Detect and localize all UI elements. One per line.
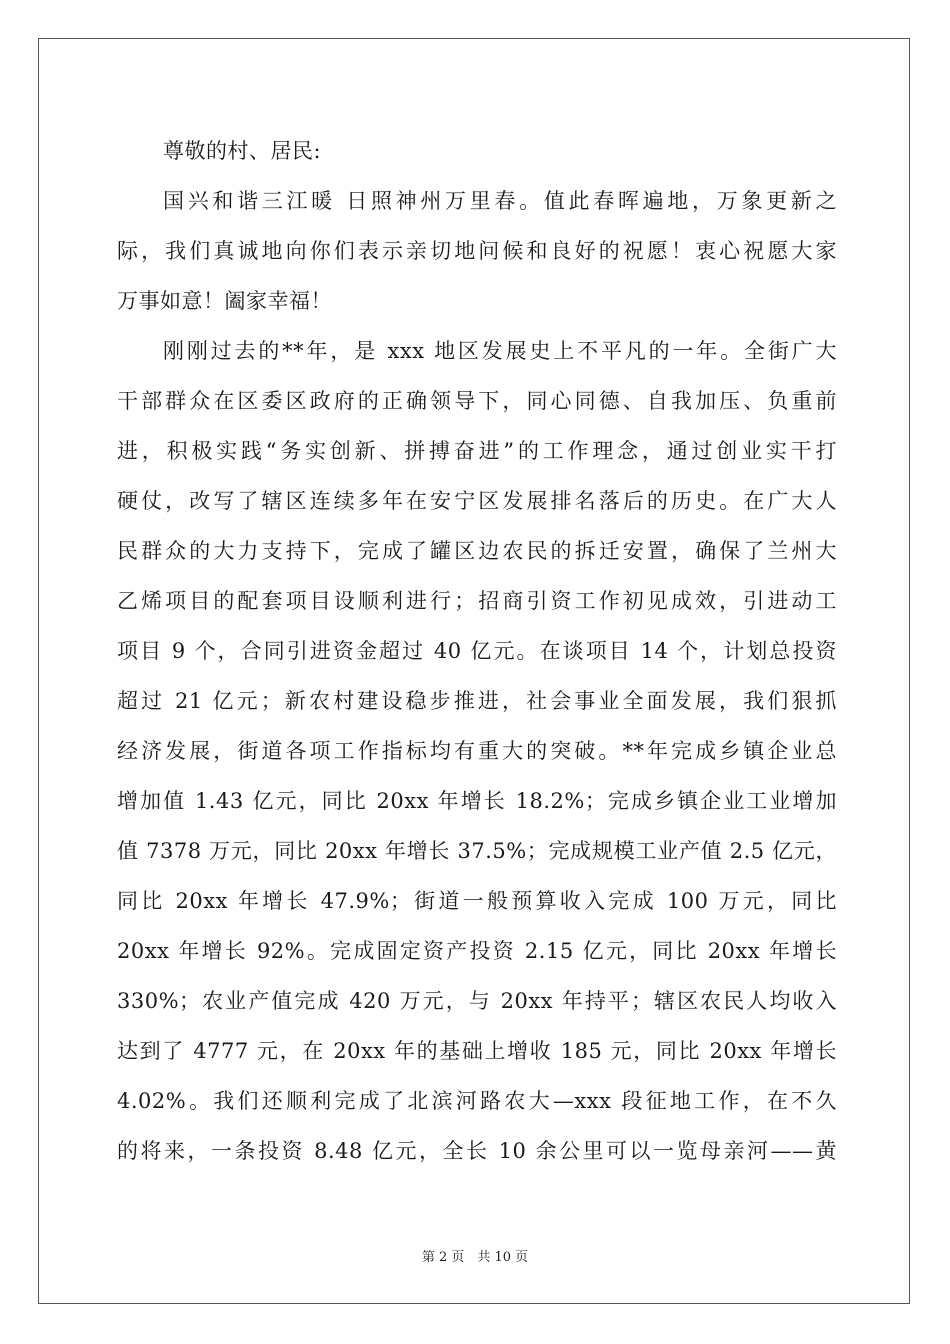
paragraph-line: 4.02%。我们还顺利完成了北滨河路农大—xxx 段征地工作，在不久 xyxy=(117,1089,837,1113)
paragraph-line: 进，积极实践“务实创新、拼搏奋进”的工作理念，通过创业实干打 xyxy=(117,439,837,463)
paragraph-line: 国兴和谐三江暖 日照神州万里春。值此春晖遍地，万象更新之 xyxy=(163,189,837,213)
paragraph-line: 值 7378 万元，同比 20xx 年增长 37.5%；完成规模工业产值 2.5 亿元， xyxy=(117,839,837,863)
paragraph-line: 经济发展，街道各项工作指标均有重大的突破。**年完成乡镇企业总 xyxy=(117,739,837,763)
letter-body xyxy=(117,126,837,1176)
paragraph-line: 刚刚过去的**年，是 xxx 地区发展史上不平凡的一年。全街广大 xyxy=(163,339,837,363)
paragraph-line: 20xx 年增长 92%。完成固定资产投资 2.15 亿元，同比 20xx 年增长 xyxy=(117,939,837,963)
paragraph-line: 超过 21 亿元；新农村建设稳步推进，社会事业全面发展，我们狠抓 xyxy=(117,689,837,713)
paragraph-line: 民群众的大力支持下，完成了罐区边农民的拆迁安置，确保了兰州大 xyxy=(117,539,837,563)
paragraph-line: 际，我们真诚地向你们表示亲切地问候和良好的祝愿！衷心祝愿大家 xyxy=(117,239,837,263)
paragraph-line: 达到了 4777 元，在 20xx 年的基础上增收 185 元，同比 20xx 年增长 xyxy=(117,1039,837,1063)
paragraph-line: 的将来，一条投资 8.48 亿元，全长 10 余公里可以一览母亲河——黄 xyxy=(117,1139,837,1163)
paragraph-line: 增加值 1.43 亿元，同比 20xx 年增长 18.2%；完成乡镇企业工业增加 xyxy=(117,789,837,813)
paragraph-line: 万事如意！阖家幸福！ xyxy=(117,289,332,313)
salutation: 尊敬的村、居民: xyxy=(163,139,322,163)
paragraph-line: 干部群众在区委区政府的正确领导下，同心同德、自我加压、负重前 xyxy=(117,389,837,413)
paragraph-line: 乙烯项目的配套项目设顺利进行；招商引资工作初见成效，引进动工 xyxy=(117,589,837,613)
paragraph-line: 项目 9 个，合同引进资金超过 40 亿元。在谈项目 14 个，计划总投资 xyxy=(117,639,837,663)
paragraph-line: 硬仗，改写了辖区连续多年在安宁区发展排名落后的历史。在广大人 xyxy=(117,489,837,513)
paragraph-line: 330%；农业产值完成 420 万元，与 20xx 年持平；辖区农民人均收入 xyxy=(117,989,837,1013)
page-number-footer: 第 2 页 共 10 页 xyxy=(421,1250,529,1265)
paragraph-line: 同比 20xx 年增长 47.9%；街道一般预算收入完成 100 万元，同比 xyxy=(117,889,837,913)
